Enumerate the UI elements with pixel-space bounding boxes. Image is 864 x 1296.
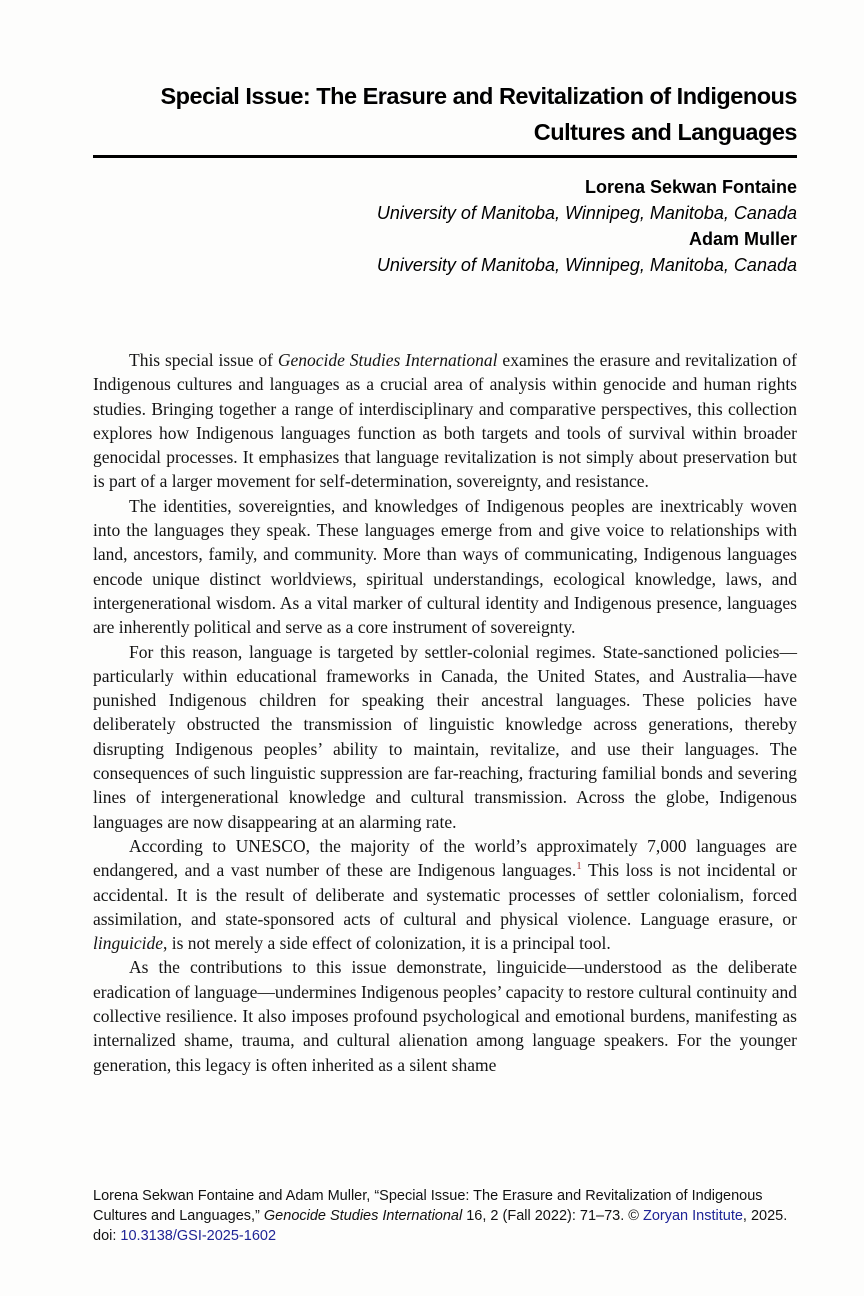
text-run: This special issue of [129, 350, 278, 370]
doi-link[interactable]: 10.3138/GSI-2025-1602 [120, 1228, 277, 1244]
text-run: linguicide [93, 933, 163, 954]
text-run: Genocide Studies International [277, 350, 498, 370]
title-divider [93, 155, 797, 158]
text-run: As the contributions to this issue demonstrate, linguicide—understood as the deliberate eradication of language—undermines Indigenous peoples’ capacity to restore cultural continuity and collective resilience. It also imposes profound psychological and emotional burdens, manifesting as internalized shame, trauma, and cultural alienation among language speakers. For the younger generation, this legacy is often inherited as a silent shame [93, 957, 797, 1075]
text-run: Genocide Studies International [263, 1208, 463, 1224]
author-affiliation-2: University of Manitoba, Winnipeg, Manitoba, Canada [376, 255, 797, 275]
article-body [93, 348, 797, 1077]
zoryan-institute-link[interactable]: Zoryan Institute [642, 1208, 743, 1224]
text-run: This loss is not incidental or accidental. It is the result of deliberate and systematic processes of settler colonialism, forced assimilation, and state-sponsored acts of cultural and physical violence. Language erasure, or [93, 860, 797, 929]
article-title [93, 78, 797, 150]
footnote-ref-1[interactable]: 1 [576, 860, 582, 873]
paragraph-5 [93, 955, 797, 1076]
author-name-1: Lorena Sekwan Fontaine [584, 177, 797, 197]
author-affiliation-1: University of Manitoba, Winnipeg, Manitoba, Canada [376, 203, 797, 223]
paragraph-3 [93, 640, 797, 834]
author-name-2: Adam Muller [688, 229, 797, 249]
text-run: According to UNESCO, the majority of the world’s approximately 7,000 languages are endangered, and a vast number of these are Indigenous languages. [93, 835, 797, 881]
citation-footer [93, 1186, 797, 1246]
article-title-line-2: Cultures and Languages [533, 119, 797, 145]
text-run: Lorena Sekwan Fontaine and Adam Muller, “Special Issue: The Erasure and Revitalization of Indigenous Cultures and Languages,” [93, 1188, 763, 1224]
paragraph-2 [93, 494, 797, 640]
text-run: 16, 2 (Fall 2022): 71–73. © [462, 1208, 643, 1224]
text-run: , is not merely a side effect of colonization, it is a principal tool. [162, 933, 611, 954]
article-title-line-1: Special Issue: The Erasure and Revitalization of Indigenous [160, 83, 797, 109]
paragraph-4 [93, 834, 797, 955]
authors-block [93, 174, 797, 278]
text-run: For this reason, language is targeted by settler-colonial regimes. State-sanctioned policies—particularly within educational frameworks in Canada, the United States, and Australia—have punished Indigenous children for speaking their ancestral languages. These policies have deliberately obstructed the transmission of linguistic knowledge across generations, thereby disrupting Indigenous peoples’ ability to maintain, revitalize, and use their languages. The consequences of such linguistic suppression are far-reaching, fracturing familial bonds and severing lines of intergenerational knowledge and cultural transmission. Across the globe, Indigenous languages are now disappearing at an alarming rate. [93, 641, 797, 832]
paragraph-1 [93, 348, 797, 494]
text-run: , 2025. doi: [93, 1208, 788, 1244]
text-run: examines the erasure and revitalization of Indigenous cultures and languages as a crucial area of analysis within genocide and human rights studies. Bringing together a range of interdisciplinary and comparative perspectives, this collection explores how Indigenous languages function as both targets and tools of survival within broader genocidal processes. It emphasizes that language revitalization is not simply about preservation but is part of a larger movement for self-determination, sovereignty, and resistance. [93, 350, 797, 492]
text-run: The identities, sovereignties, and knowledges of Indigenous peoples are inextricably woven into the languages they speak. These languages emerge from and give voice to relationships with land, ancestors, family, and community. More than ways of communicating, Indigenous languages encode unique distinct worldviews, spiritual understandings, ecological knowledge, laws, and intergenerational wisdom. As a vital marker of cultural identity and Indigenous presence, languages are inherently political and serve as a core instrument of sovereignty. [93, 495, 797, 638]
